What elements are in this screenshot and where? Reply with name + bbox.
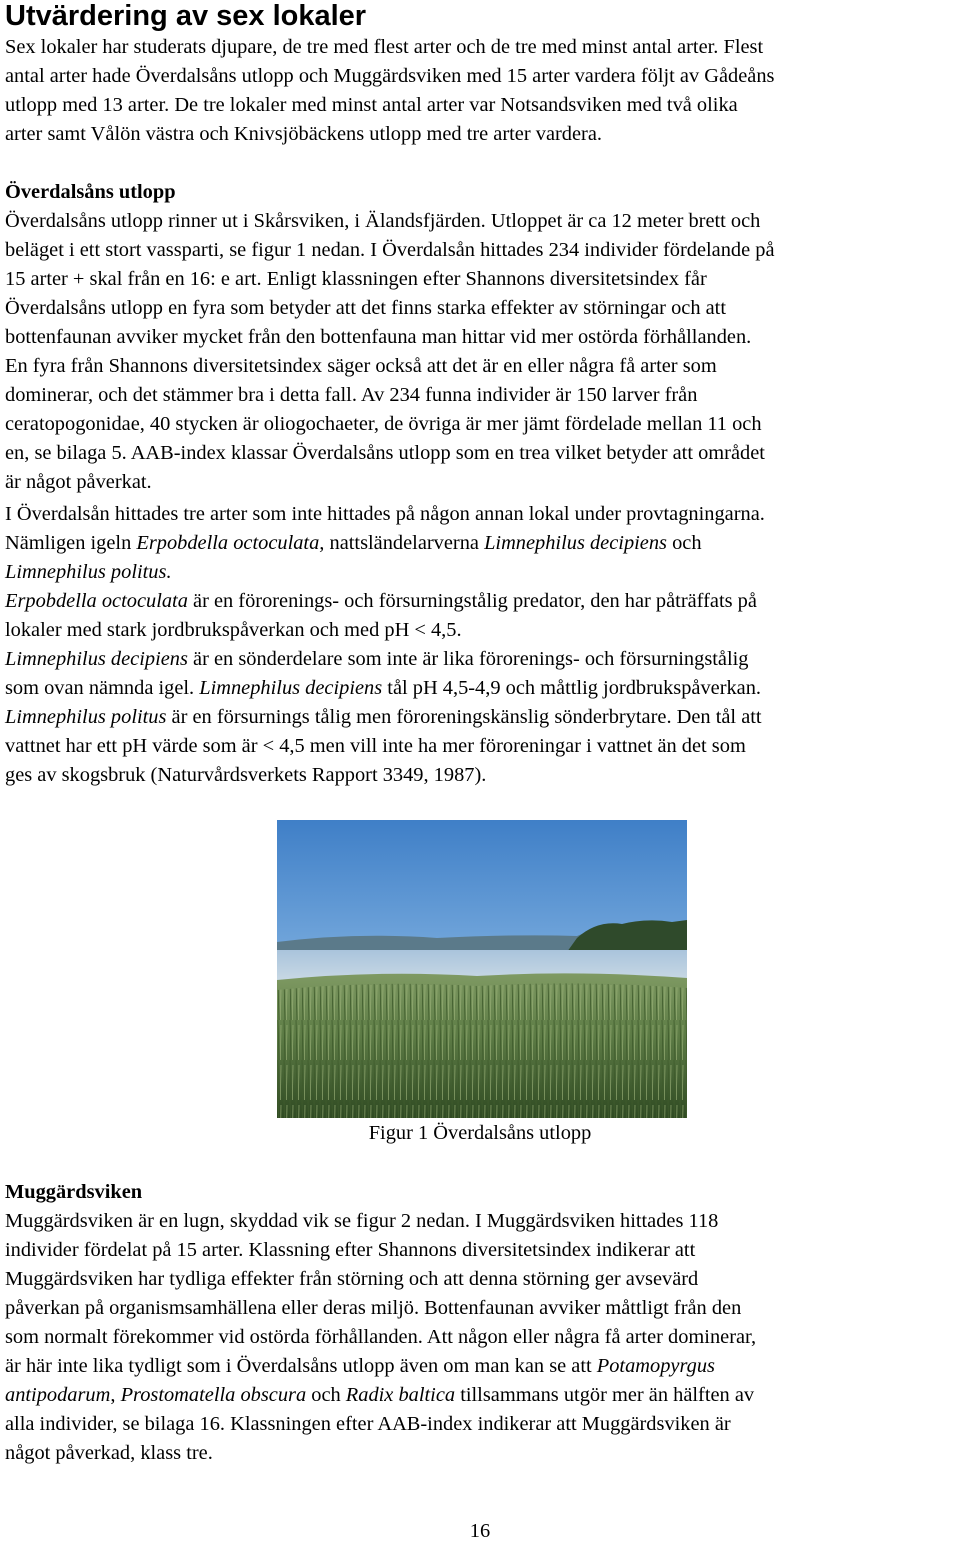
species-name: Limnephilus decipiens [5,648,188,670]
text-line [5,587,960,616]
text-line: Muggärdsviken är en lugn, skyddad vik se figur 2 nedan. I Muggärdsviken hittades 118 [5,1210,719,1232]
species-name: Limnephilus decipiens [484,532,667,554]
species-name: Erpobdella octoculata [5,590,188,612]
page-number: 16 [469,1520,491,1542]
species-name: Limnephilus politus. [5,561,172,583]
text-run: och [667,532,702,554]
text-run: tål pH 4,5-4,9 och måttlig jordbrukspåverkan. [382,677,762,699]
text-line: ges av skogsbruk (Naturvårdsverkets Rapport 3349, 1987). [5,764,487,786]
text-line: beläget i ett stort vassparti, se figur 1 nedan. I Överdalsån hittades 234 individer fördelande på [5,239,775,261]
species-name: Limnephilus decipiens [199,677,383,699]
section-heading-muggardsviken: Muggärdsviken [5,1181,143,1203]
text-run: som ovan nämnda igel. [5,677,200,699]
text-line: lokaler med stark jordbrukspåverkan och med pH < 4,5. [5,619,462,641]
species-name: Erpobdella octoculata, [136,532,325,554]
text-line: påverkan på organismsamhällena eller deras miljö. Bottenfaunan avviker måttligt från den [5,1297,742,1319]
text-line: vattnet har ett pH värde som är < 4,5 men vill inte ha mer föroreningar i vattnet än det som [5,735,746,757]
page-title: Utvärdering av sex lokaler [5,0,367,32]
text-run: är en förorenings- och försurningstålig predator, den har påträffats på [187,590,757,612]
section-heading-overdalsan: Överdalsåns utlopp [5,181,176,203]
text-line: Muggärdsviken har tydliga effekter från störning och att denna störning ger avsevärd [5,1268,699,1290]
figure-1-photo [277,820,687,1118]
lake-reed-photo-image [277,820,687,1118]
text-line: Överdalsåns utlopp rinner ut i Skårsviken, i Älandsfjärden. Utloppet är ca 12 meter brett och [5,210,761,232]
text-line: Sex lokaler har studerats djupare, de tre med flest arter och de tre med minst antal arter. Flest [5,36,764,58]
text-run: tillsammans utgör mer än hälften av [455,1384,755,1406]
overdalsan-paragraph-1 [5,207,960,497]
overdalsan-paragraph-4 [5,645,960,703]
text-line: ceratopogonidae, 40 stycken är oliogochaeter, de övriga är mer jämt fördelade mellan 11 och [5,413,762,435]
text-line [5,703,960,732]
text-line: arter samt Vålön västra och Knivsjöbäckens utlopp med tre arter vardera. [5,123,602,145]
text-line: En fyra från Shannons diversitetsindex säger också att det är en eller några få arter som [5,355,717,377]
text-line: bottenfaunan avviker mycket från den bottenfauna man hittar vid mer ostörda förhållanden. [5,326,752,348]
text-line: antal arter hade Överdalsåns utlopp och Muggärdsviken med 15 arter vardera följt av Gådeåns [5,65,775,87]
text-line: en, se bilaga 5. AAB-index klassar Överdalsåns utlopp som en trea vilket betyder att området [5,442,765,464]
intro-paragraph [5,33,960,149]
species-name: Limnephilus politus [5,706,167,728]
overdalsan-paragraph-5 [5,703,960,790]
overdalsan-paragraph-2 [5,500,960,587]
text-run: , [110,1384,121,1406]
species-name: Potamopyrgus [596,1355,715,1377]
text-run: är här inte lika tydligt som i Överdalsåns utlopp även om man kan se att [5,1355,597,1377]
text-line [5,645,960,674]
text-line [5,1352,960,1381]
text-line: individer fördelat på 15 arter. Klassning efter Shannons diversitetsindex indikerar att [5,1239,696,1261]
text-line: 15 arter + skal från en 16: e art. Enligt klassningen efter Shannons diversitetsindex får [5,268,707,290]
text-line: alla individer, se bilaga 16. Klassningen efter AAB-index indikerar att Muggärdsviken är [5,1413,731,1435]
text-line: dominerar, och det stämmer bra i detta fall. Av 234 funna individer är 150 larver från [5,384,698,406]
text-line: utlopp med 13 arter. De tre lokaler med minst antal arter var Notsandsviken med två olika [5,94,738,116]
species-name: Radix baltica [345,1384,456,1406]
text-line: I Överdalsån hittades tre arter som inte hittades på någon annan lokal under provtagningarna. [5,503,765,525]
text-run: Nämligen igeln [5,532,137,554]
text-run: är en försurnings tålig men föroreningskänslig sönderbrytare. Den tål att [166,706,762,728]
text-line [5,529,960,558]
species-name: antipodarum [5,1384,111,1406]
text-run: nattsländelarverna [324,532,485,554]
text-run: och [306,1384,346,1406]
overdalsan-paragraph-3 [5,587,960,645]
text-line [5,674,960,703]
text-line: något påverkad, klass tre. [5,1442,213,1464]
muggardsviken-paragraph-1 [5,1207,960,1468]
text-line: Överdalsåns utlopp en fyra som betyder att det finns starka effekter av störningar och att [5,297,726,319]
text-line [5,1381,960,1410]
text-line: som normalt förekommer vid ostörda förhållanden. Att någon eller några få arter dominerar, [5,1326,757,1348]
text-run: är en sönderdelare som inte är lika förorenings- och försurningstålig [187,648,749,670]
species-name: Prostomatella obscura [120,1384,307,1406]
figure-1-caption: Figur 1 Överdalsåns utlopp [368,1122,592,1144]
text-line: är något påverkat. [5,471,152,493]
